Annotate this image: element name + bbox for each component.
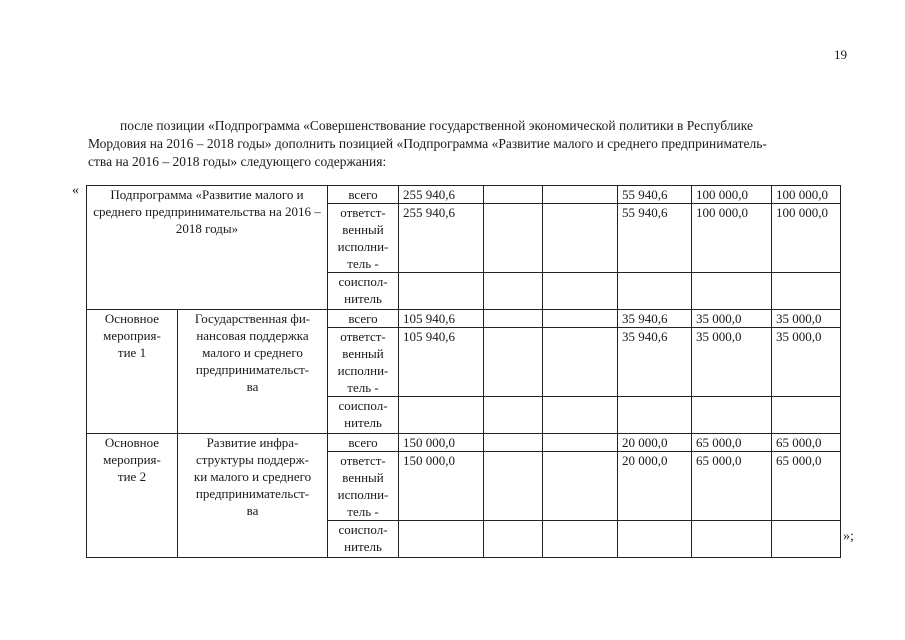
amount-2017: 100 000,0 [692, 186, 772, 204]
amount-2018: 100 000,0 [772, 186, 841, 204]
event-description: Развитие инфра- структуры поддерж- ки малого и среднего предпринимательст- ва [178, 434, 328, 558]
empty-cell [484, 521, 543, 558]
empty-cell [543, 452, 618, 521]
subprogram-title: Подпрограмма «Развитие малого и среднего предпринимательства на 2016 – 2018 годы» [87, 186, 328, 310]
empty-cell [772, 273, 841, 310]
amount-2017: 100 000,0 [692, 204, 772, 273]
amount-2016: 20 000,0 [618, 452, 692, 521]
empty-cell [692, 397, 772, 434]
event-name: Основное мероприя- тие 1 [87, 310, 178, 434]
empty-cell [484, 204, 543, 273]
amount-2018: 65 000,0 [772, 434, 841, 452]
empty-cell [399, 397, 484, 434]
closing-quote: »; [843, 529, 854, 544]
amount-2018: 100 000,0 [772, 204, 841, 273]
empty-cell [772, 397, 841, 434]
empty-cell [618, 521, 692, 558]
role-coexecutor: соиспол- нитель [328, 273, 399, 310]
role-responsible: ответст- венный исполни- тель - [328, 452, 399, 521]
empty-cell [484, 328, 543, 397]
empty-cell [484, 452, 543, 521]
amount-2017: 65 000,0 [692, 452, 772, 521]
empty-cell [484, 273, 543, 310]
amount-total: 255 940,6 [399, 204, 484, 273]
role-coexecutor: соиспол- нитель [328, 397, 399, 434]
empty-cell [484, 397, 543, 434]
amount-2018: 65 000,0 [772, 452, 841, 521]
empty-cell [484, 186, 543, 204]
amount-2016: 35 940,6 [618, 328, 692, 397]
empty-cell [543, 328, 618, 397]
empty-cell [543, 273, 618, 310]
event-description: Государственная фи- нансовая поддержка малого и среднего предпринимательст- ва [178, 310, 328, 434]
role-responsible: ответст- венный исполни- тель - [328, 204, 399, 273]
intro-line: Мордовия на 2016 – 2018 годы» дополнить позицией «Подпрограмма «Развитие малого и среднего предприниматель- [88, 136, 767, 151]
event-name: Основное мероприя- тие 2 [87, 434, 178, 558]
empty-cell [399, 273, 484, 310]
amount-total: 105 940,6 [399, 328, 484, 397]
intro-line: после позиции «Подпрограмма «Совершенствование государственной экономической политики в Республике [120, 118, 753, 133]
intro-paragraph [88, 117, 856, 171]
empty-cell [399, 521, 484, 558]
empty-cell [692, 521, 772, 558]
empty-cell [692, 273, 772, 310]
role-total: всего [328, 434, 399, 452]
amount-2017: 35 000,0 [692, 328, 772, 397]
amount-2018: 35 000,0 [772, 328, 841, 397]
empty-cell [543, 204, 618, 273]
amount-total: 255 940,6 [399, 186, 484, 204]
empty-cell [543, 434, 618, 452]
role-responsible: ответст- венный исполни- тель - [328, 328, 399, 397]
amount-2017: 35 000,0 [692, 310, 772, 328]
empty-cell [543, 186, 618, 204]
empty-cell [772, 521, 841, 558]
empty-cell [543, 397, 618, 434]
empty-cell [543, 521, 618, 558]
page-number: 19 [834, 47, 847, 62]
intro-line: ства на 2016 – 2018 годы» следующего содержания: [88, 154, 387, 169]
amount-2017: 65 000,0 [692, 434, 772, 452]
amount-2016: 55 940,6 [618, 204, 692, 273]
role-total: всего [328, 310, 399, 328]
empty-cell [484, 310, 543, 328]
empty-cell [484, 434, 543, 452]
role-total: всего [328, 186, 399, 204]
table-row [87, 434, 841, 452]
opening-quote: « [72, 183, 79, 198]
empty-cell [618, 397, 692, 434]
table-row [87, 310, 841, 328]
table-row [87, 186, 841, 204]
amount-total: 105 940,6 [399, 310, 484, 328]
empty-cell [543, 310, 618, 328]
funding-table [86, 185, 841, 558]
amount-2016: 35 940,6 [618, 310, 692, 328]
role-coexecutor: соиспол- нитель [328, 521, 399, 558]
amount-total: 150 000,0 [399, 452, 484, 521]
amount-2016: 55 940,6 [618, 186, 692, 204]
empty-cell [618, 273, 692, 310]
amount-total: 150 000,0 [399, 434, 484, 452]
amount-2016: 20 000,0 [618, 434, 692, 452]
amount-2018: 35 000,0 [772, 310, 841, 328]
